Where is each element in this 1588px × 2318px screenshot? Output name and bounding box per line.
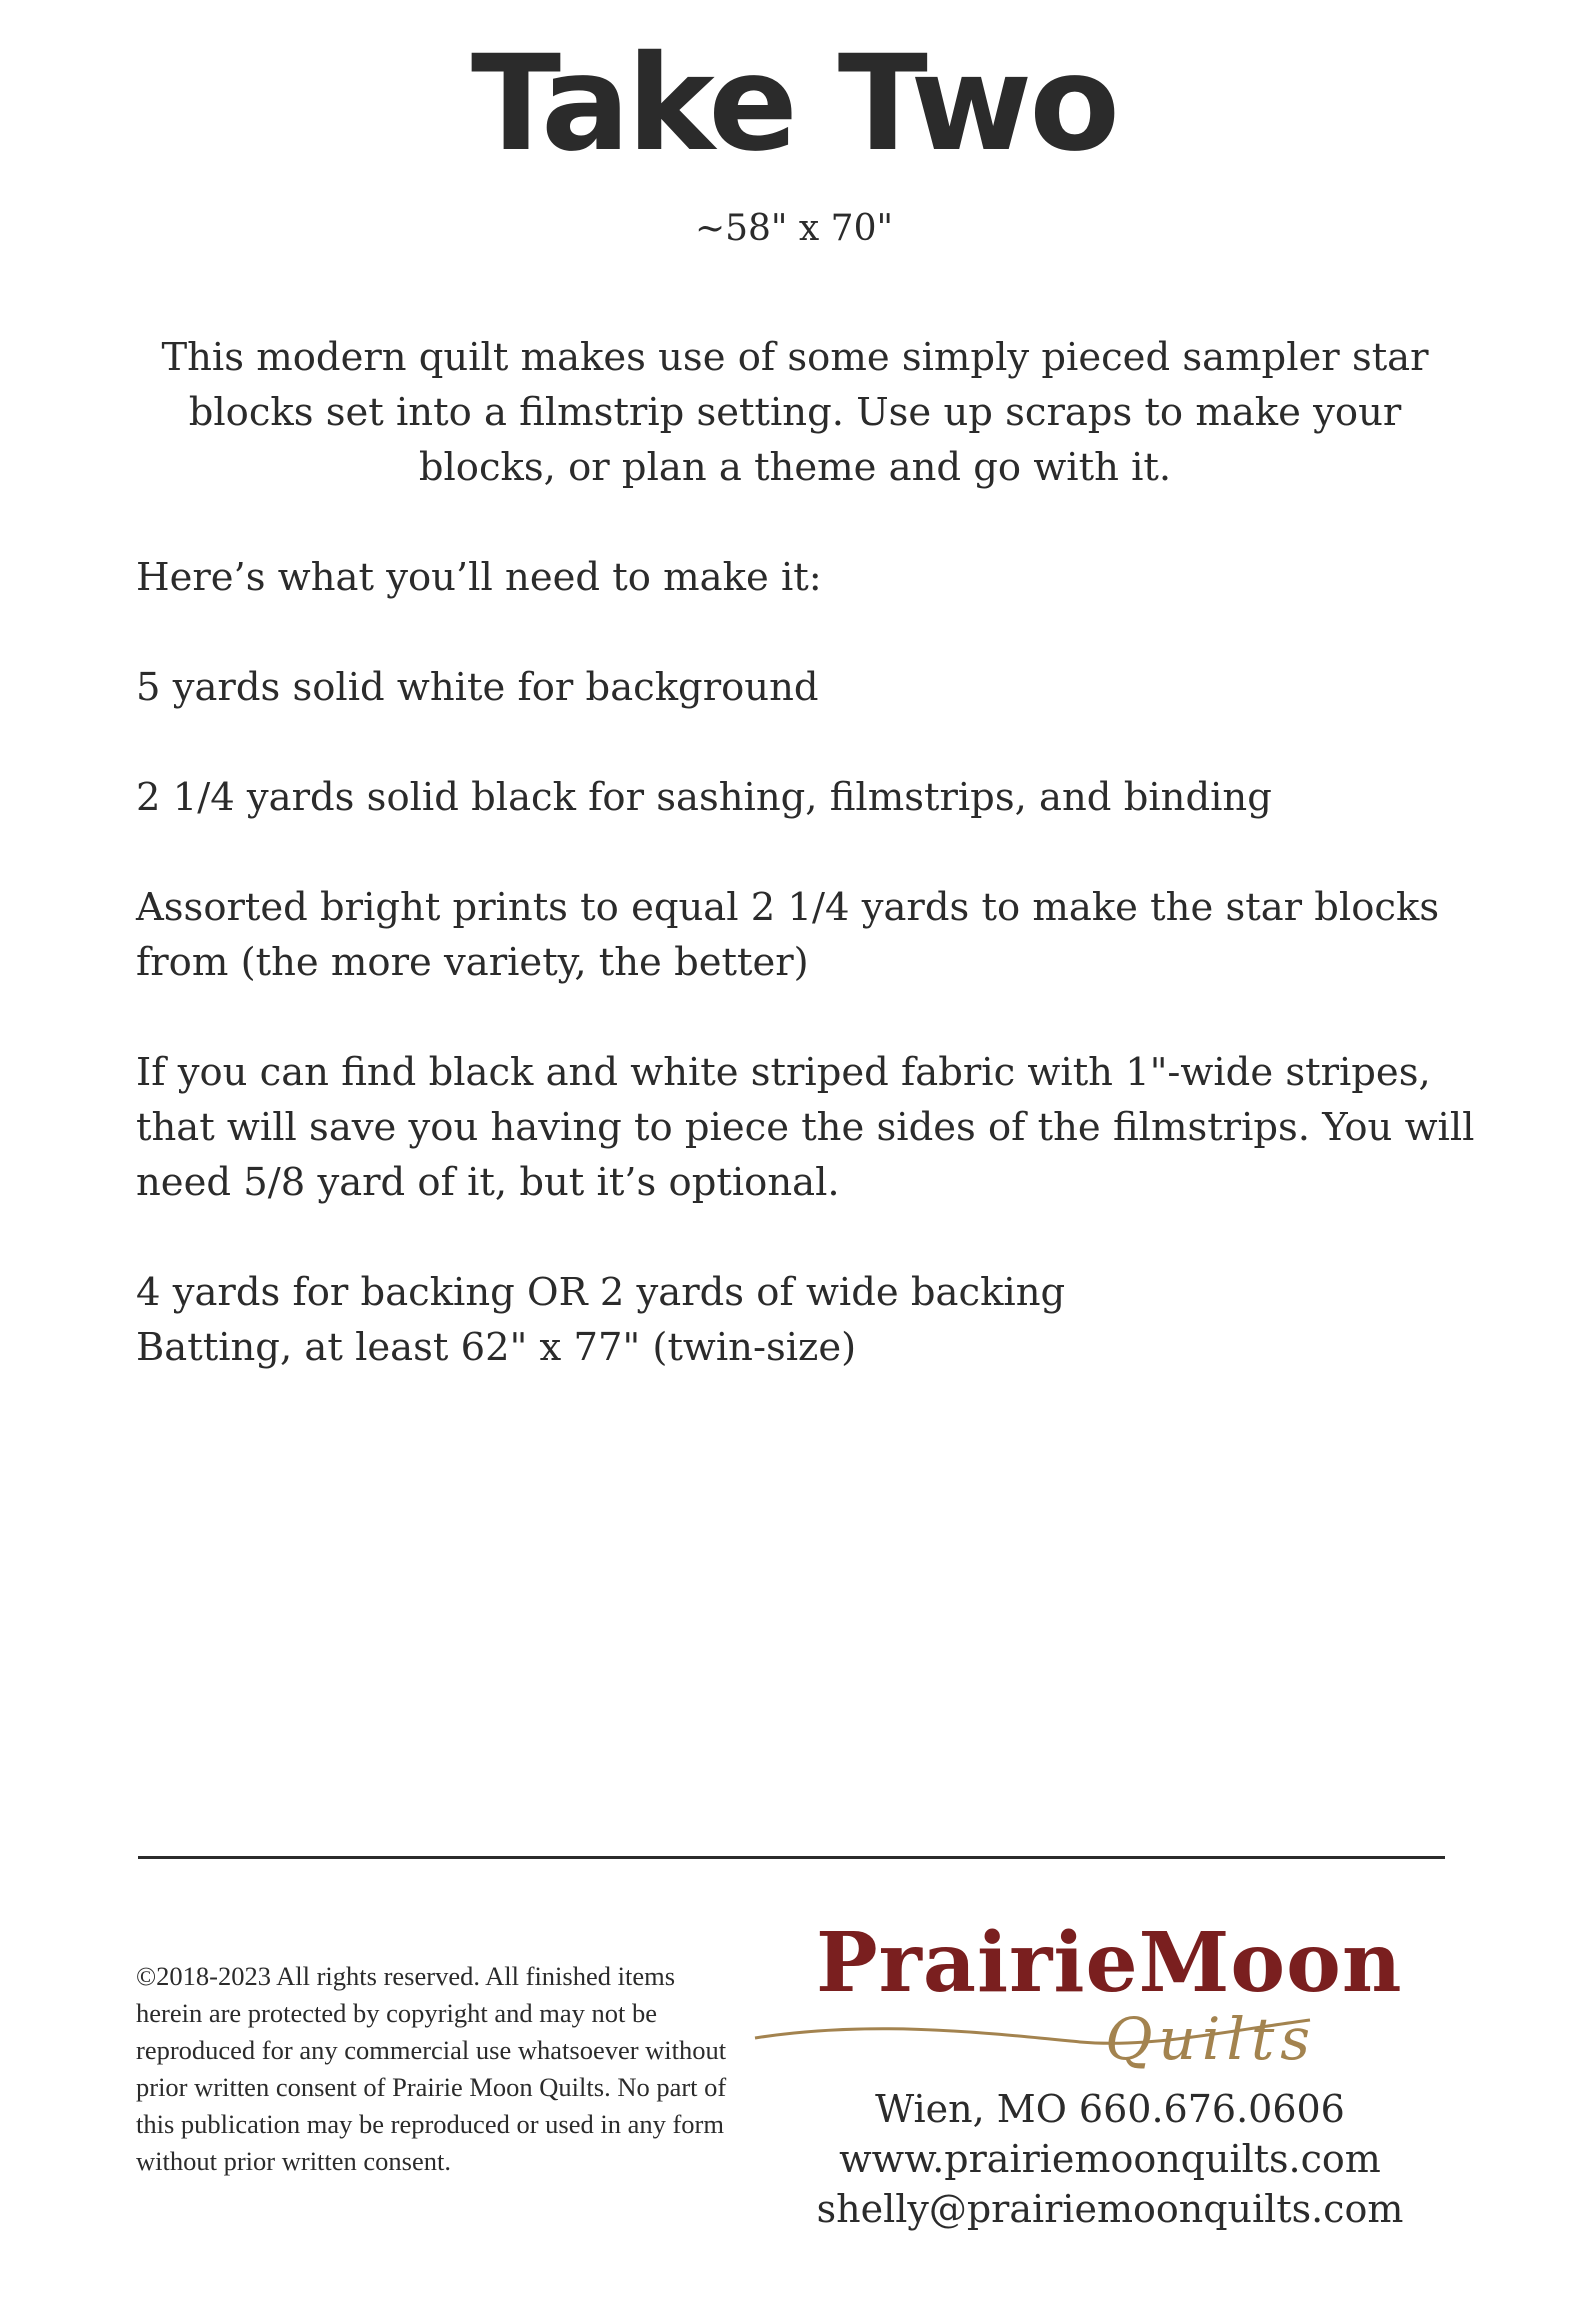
page-title: Take Two <box>471 27 1117 181</box>
intro-paragraph: This modern quilt makes use of some simply pieced sampler star blocks set into a filmstrip setting. Use up scraps to make your blocks, or plan a theme and go with it. <box>161 335 1429 490</box>
contact-website[interactable]: www.prairiemoonquilts.com <box>839 2137 1381 2181</box>
material-item-black: 2 1/4 yards solid black for sashing, filmstrips, and binding <box>136 775 1272 820</box>
material-item-striped: If you can find black and white striped fabric with 1"-wide stripes, that will save you having to piece the sides of the filmstrips. You will need 5/8 yard of it, but it’s optional. <box>136 1050 1475 1205</box>
contact-email[interactable]: shelly@prairiemoonquilts.com <box>816 2187 1404 2231</box>
material-item-background: 5 yards solid white for background <box>136 665 819 710</box>
material-item-batting: Batting, at least 62" x 77" (twin-size) <box>136 1325 857 1370</box>
footer-divider <box>138 1856 1445 1859</box>
copyright-notice: ©2018-2023 All rights reserved. All finished items herein are protected by copyright and may not be reproduced for any commercial use whatsoever without prior written consent of Prairie Moon Quilts. No part of this publication may be reproduced or used in any form without prior written consent. <box>136 1961 727 2176</box>
prairie-moon-logo <box>750 1915 1450 2090</box>
material-item-backing: 4 yards for backing OR 2 yards of wide backing <box>136 1270 1066 1315</box>
contact-location-phone: Wien, MO 660.676.0606 <box>875 2087 1345 2131</box>
needs-heading: Here’s what you’ll need to make it: <box>136 555 822 600</box>
material-item-prints: Assorted bright prints to equal 2 1/4 yards to make the star blocks from (the more variety, the better) <box>136 885 1440 985</box>
logo-sub-text: Quilts <box>1105 2005 1317 2073</box>
logo-main-text: PrairieMoon <box>816 1915 1403 2011</box>
quilt-size: ~58" x 70" <box>694 208 894 249</box>
